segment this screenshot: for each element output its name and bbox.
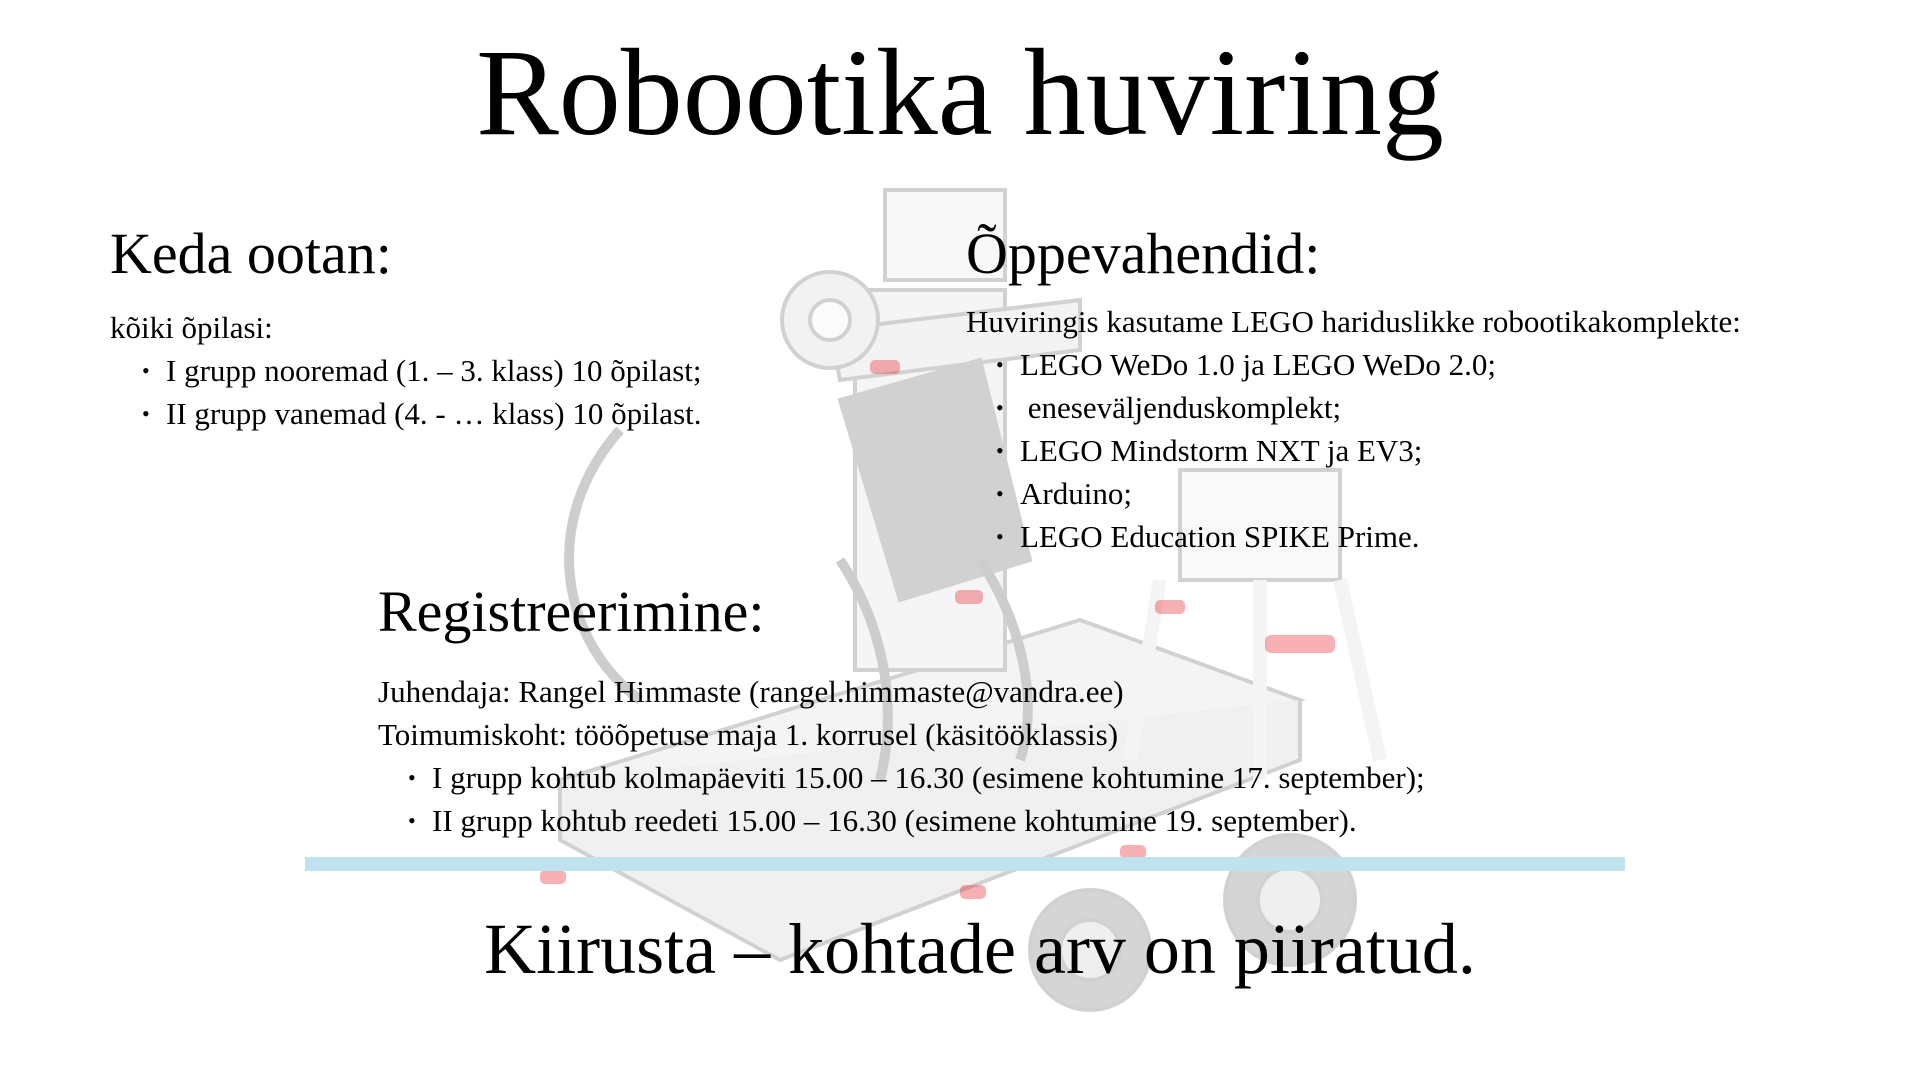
juhendaja-text: Juhendaja: Rangel Himmaste (rangel.himmaste@vandra.ee) xyxy=(378,673,1124,709)
page-title: Robootika huviring xyxy=(476,24,1444,161)
list-item: • LEGO Mindstorm NXT ja EV3; xyxy=(996,429,1741,472)
list-item: • eneseväljenduskomplekt; xyxy=(996,386,1741,429)
footer-callout: Kiirusta – kohtade arv on piiratud. xyxy=(484,909,1476,989)
registreerimine-section xyxy=(378,580,1425,842)
keda-ootan-list xyxy=(142,349,702,435)
oppevahendid-list xyxy=(996,343,1741,558)
list-item: • LEGO WeDo 1.0 ja LEGO WeDo 2.0; xyxy=(996,343,1741,386)
list-item: • II grupp kohtub reedeti 15.00 – 16.30 (esimene kohtumine 19. september). xyxy=(408,799,1425,842)
accent-bar xyxy=(305,857,1625,871)
oppevahendid-heading: Õppevahendid: xyxy=(966,221,1321,286)
oppevahendid-section xyxy=(966,222,1741,558)
registreerimine-heading: Registreerimine: xyxy=(378,579,765,644)
toimumiskoht-text: Toimumiskoht: tööõpetuse maja 1. korrusel (käsitööklassis) xyxy=(378,716,1119,752)
list-item: • I grupp kohtub kolmapäeviti 15.00 – 16.30 (esimene kohtumine 17. september); xyxy=(408,756,1425,799)
list-item: • II grupp vanemad (4. - … klass) 10 õpilast. xyxy=(142,392,702,435)
list-item: • I grupp nooremad (1. – 3. klass) 10 õpilast; xyxy=(142,349,702,392)
list-item: • Arduino; xyxy=(996,472,1741,515)
registreerimine-list xyxy=(408,756,1425,842)
keda-ootan-intro: kõiki õpilasi: xyxy=(110,309,273,345)
oppevahendid-intro: Huviringis kasutame LEGO hariduslikke robootikakomplekte: xyxy=(966,303,1741,339)
keda-ootan-heading: Keda ootan: xyxy=(110,221,392,286)
keda-ootan-section xyxy=(110,222,702,435)
list-item: • LEGO Education SPIKE Prime. xyxy=(996,515,1741,558)
